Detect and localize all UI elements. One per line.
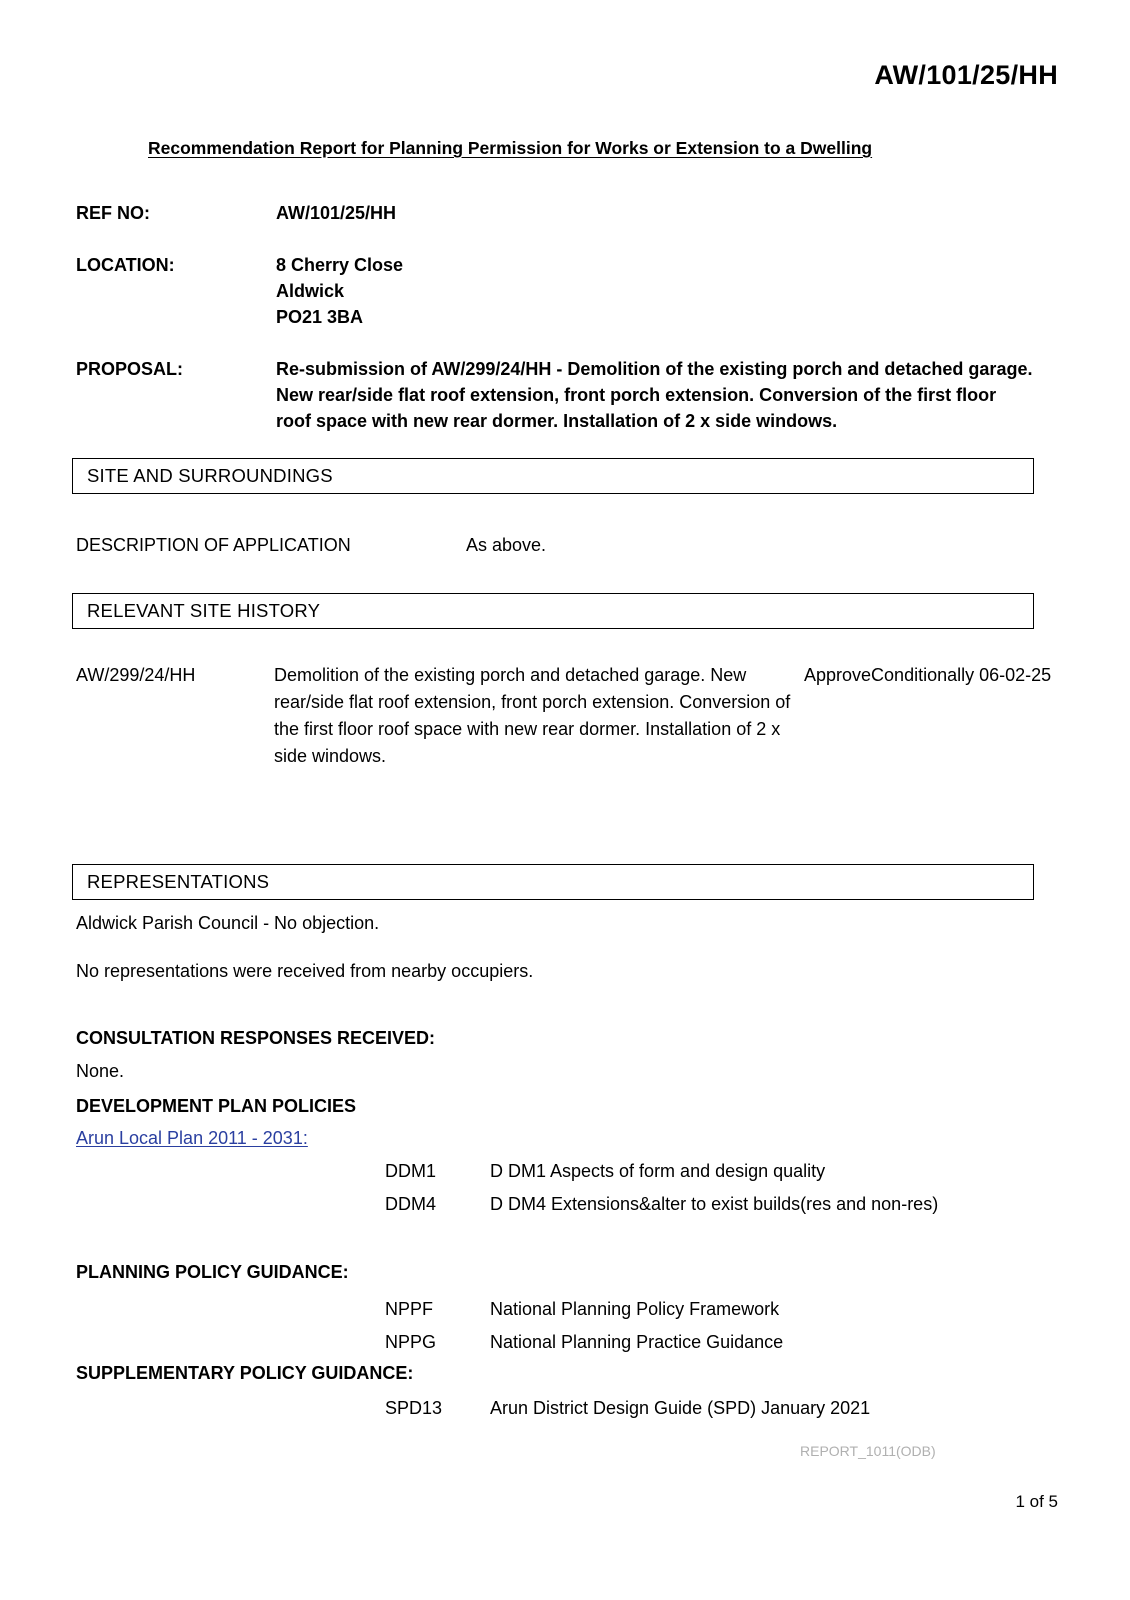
description-value: As above. bbox=[466, 535, 547, 555]
supplementary-code: SPD13 bbox=[385, 1398, 443, 1418]
description-label: DESCRIPTION OF APPLICATION bbox=[76, 535, 351, 555]
page-number: 1 of 5 bbox=[1015, 1492, 1058, 1511]
proposal-value: Re-submission of AW/299/24/HH - Demolition of the existing porch and detached garage. New rear/side flat roof extension, front porch extension. Conversion of the first floor roof space with new rear dormer. Installation of 2 x side windows. bbox=[276, 359, 1033, 431]
policy-code: DDM1 bbox=[385, 1161, 437, 1181]
field-row-ref bbox=[76, 200, 1054, 226]
ref-no-value: AW/101/25/HH bbox=[276, 203, 397, 223]
list-item bbox=[385, 1155, 938, 1188]
consultation-value: None. bbox=[76, 1061, 125, 1081]
location-line-3: PO21 3BA bbox=[276, 307, 364, 327]
representations-occupiers: No representations were received from nearby occupiers. bbox=[76, 961, 534, 981]
supplementary-policy-guidance-heading: SUPPLEMENTARY POLICY GUIDANCE: bbox=[76, 1363, 414, 1383]
supplementary-description: Arun District Design Guide (SPD) January 2021 bbox=[490, 1398, 871, 1418]
application-details bbox=[76, 200, 1054, 460]
consultation-heading: CONSULTATION RESPONSES RECEIVED: bbox=[76, 1028, 436, 1048]
history-decision bbox=[804, 662, 1051, 770]
development-plan-policies bbox=[385, 1155, 938, 1221]
location-value bbox=[276, 252, 403, 330]
arun-local-plan-link[interactable] bbox=[76, 1125, 308, 1151]
document-reference-code: AW/101/25/HH bbox=[874, 60, 1058, 90]
document-title: Recommendation Report for Planning Permission for Works or Extension to a Dwelling bbox=[148, 138, 873, 158]
representations-parish: Aldwick Parish Council - No objection. bbox=[76, 913, 380, 933]
list-item bbox=[385, 1293, 783, 1326]
guidance-code: NPPF bbox=[385, 1299, 434, 1319]
list-item bbox=[385, 1188, 938, 1221]
site-history-table bbox=[76, 662, 1051, 770]
history-decision-date: 06-02-25 bbox=[979, 665, 1052, 685]
report-code-watermark: REPORT_1011(ODB) bbox=[800, 1443, 936, 1459]
proposal-label: PROPOSAL: bbox=[76, 359, 184, 379]
location-line-2: Aldwick bbox=[276, 281, 345, 301]
section-header-relevant-site-history: RELEVANT SITE HISTORY bbox=[72, 593, 1034, 629]
section-header-representations: REPRESENTATIONS bbox=[72, 864, 1034, 900]
table-row bbox=[76, 662, 1051, 770]
planning-policy-guidance-heading: PLANNING POLICY GUIDANCE: bbox=[76, 1262, 349, 1282]
list-item bbox=[385, 1326, 783, 1359]
description-of-application bbox=[76, 532, 546, 558]
history-ref: AW/299/24/HH bbox=[76, 665, 196, 685]
supplementary-policy-guidance-list bbox=[385, 1392, 870, 1425]
ref-no-label: REF NO: bbox=[76, 203, 150, 223]
history-description: Demolition of the existing porch and detached garage. New rear/side flat roof extension, front porch extension. Conversion of the first floor roof space with new rear dormer. Installation of 2 x side windows. bbox=[274, 665, 791, 766]
list-item bbox=[385, 1392, 870, 1425]
guidance-description: National Planning Policy Framework bbox=[490, 1299, 780, 1319]
planning-policy-guidance-list bbox=[385, 1293, 783, 1359]
field-row-location bbox=[76, 252, 1054, 330]
field-row-proposal bbox=[76, 356, 1054, 434]
guidance-description: National Planning Practice Guidance bbox=[490, 1332, 784, 1352]
location-label: LOCATION: bbox=[76, 255, 175, 275]
policy-description: D DM4 Extensions&alter to exist builds(res and non-res) bbox=[490, 1194, 939, 1214]
development-plan-heading: DEVELOPMENT PLAN POLICIES bbox=[76, 1096, 357, 1116]
section-header-site-and-surroundings: SITE AND SURROUNDINGS bbox=[72, 458, 1034, 494]
location-line-1: 8 Cherry Close bbox=[276, 255, 404, 275]
arun-local-plan-link-text[interactable]: Arun Local Plan 2011 - 2031: bbox=[76, 1128, 308, 1148]
policy-description: D DM1 Aspects of form and design quality bbox=[490, 1161, 826, 1181]
history-decision-text: ApproveConditionally bbox=[804, 665, 975, 685]
guidance-code: NPPG bbox=[385, 1332, 437, 1352]
policy-code: DDM4 bbox=[385, 1194, 437, 1214]
